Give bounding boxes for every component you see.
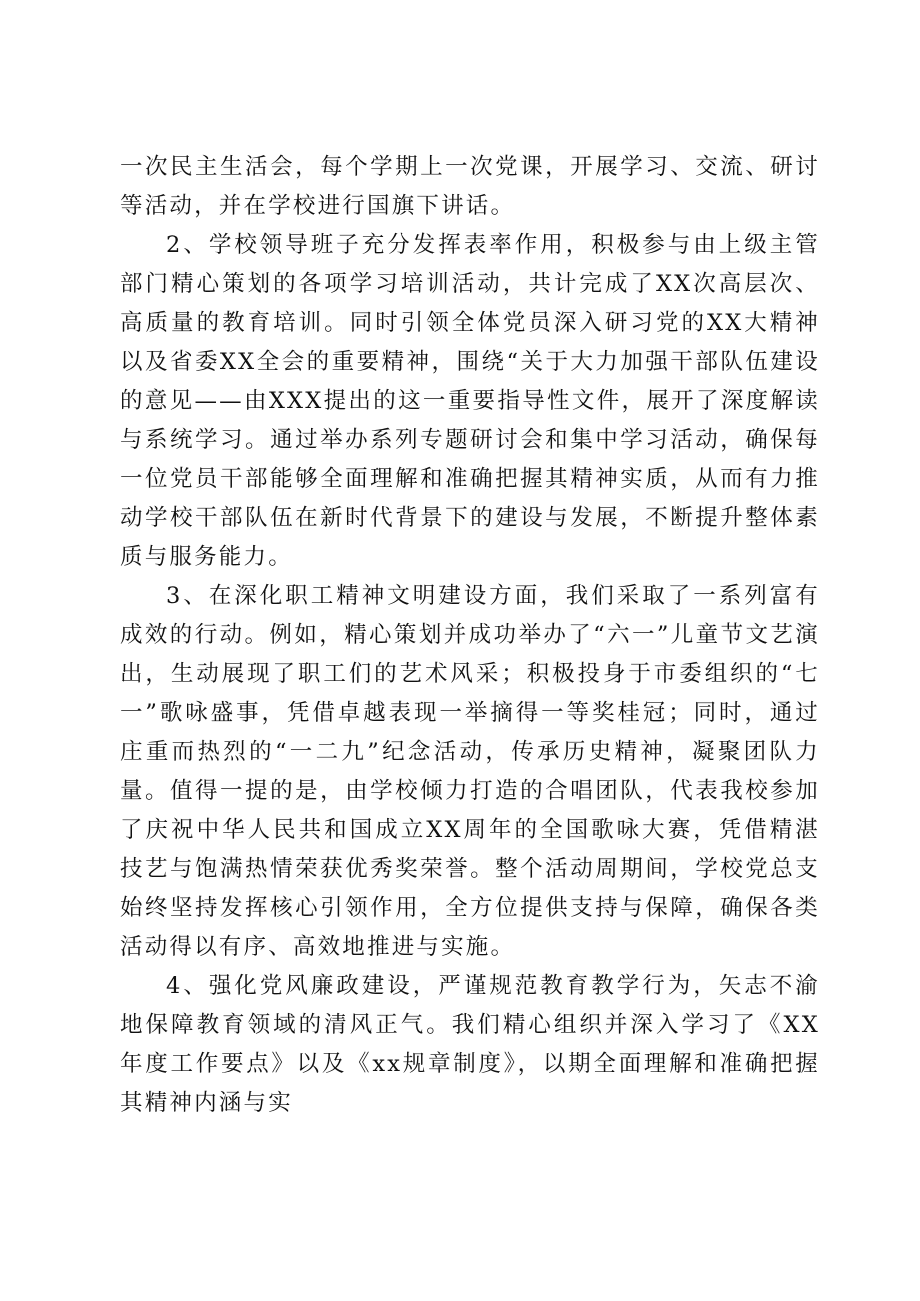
paragraph-4: 4、强化党风廉政建设，严谨规范教育教学行为，矢志不渝地保障教育领域的清风正气。我们精心组织并深入学习了《XX年度工作要点》以及《xx规章制度》，以期全面理解和准确把握其精神内涵与实 <box>120 973 820 1116</box>
paragraph-2: 2、学校领导班子充分发挥表率作用，积极参与由上级主管部门精心策划的各项学习培训活动，共计完成了XX次高层次、高质量的教育培训。同时引领全体党员深入研习党的XX大精神以及省委XX全会的重要精神，围绕“关于大力加强干部队伍建设的意见——由XXX提出的这一重要指导性文件，展开了深度解读与系统学习。通过举办系列专题研讨会和集中学习活动，确保每一位党员干部能够全面理解和准确把握其精神实质，从而有力推动学校干部队伍在新时代背景下的建设与发展，不断提升整体素质与服务能力。 <box>120 232 820 570</box>
paragraph-3: 3、在深化职工精神文明建设方面，我们采取了一系列富有成效的行动。例如，精心策划并成功举办了“六一”儿童节文艺演出，生动展现了职工们的艺术风采；积极投身于市委组织的“七一”歌咏盛事，凭借卓越表现一举摘得一等奖桂冠；同时，通过庄重而热烈的“一二九”纪念活动，传承历史精神，凝聚团队力量。值得一提的是，由学校倾力打造的合唱团队，代表我校参加了庆祝中华人民共和国成立XX周年的全国歌咏大赛，凭借精湛技艺与饱满热情荣获优秀奖荣誉。整个活动周期间，学校党总支始终坚持发挥核心引领作用，全方位提供支持与保障，确保各类活动得以有序、高效地推进与实施。 <box>120 583 820 960</box>
document-body <box>120 148 820 1123</box>
paragraph-1: 一次民主生活会，每个学期上一次党课，开展学习、交流、研讨等活动，并在学校进行国旗下讲话。 <box>120 154 820 219</box>
